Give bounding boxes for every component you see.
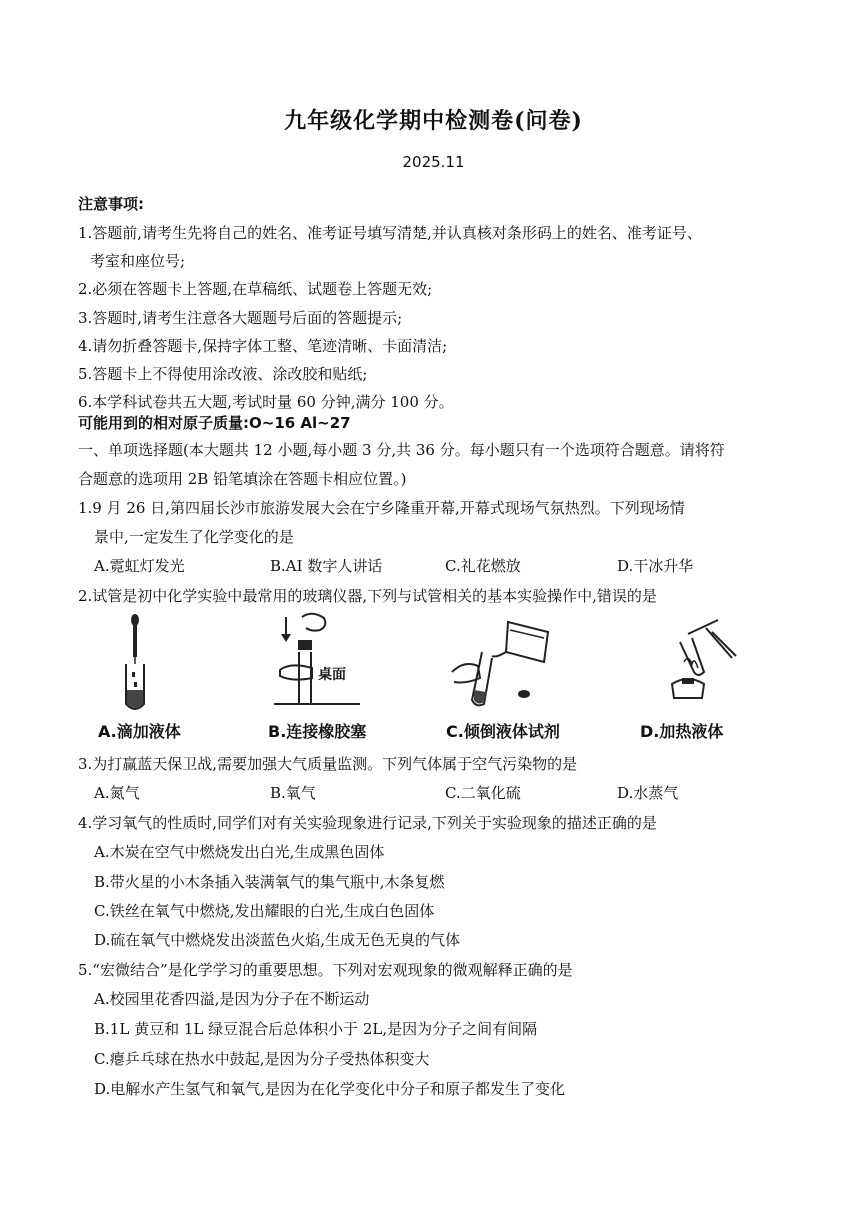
table-surface-label: 桌面 [318, 667, 346, 683]
notice-item: 考室和座位号; [90, 252, 186, 270]
question-1-option-d: D.干冰升华 [617, 557, 694, 575]
question-5-option-a: A.校园里花香四溢,是因为分子在不断运动 [94, 990, 370, 1008]
question-3-option-b: B.氧气 [270, 784, 316, 802]
figure-caption-d: D.加热液体 [640, 722, 724, 741]
question-3-option-d: D.水蒸气 [617, 784, 679, 802]
question-2-stem: 2.试管是初中化学实验中最常用的玻璃仪器,下列与试管相关的基本实验操作中,错误的是 [78, 587, 657, 605]
question-4-option-b: B.带火星的小木条插入装满氧气的集气瓶中,木条复燃 [94, 873, 445, 891]
question-1-stem: 景中,一定发生了化学变化的是 [94, 528, 294, 546]
question-3-stem: 3.为打赢蓝天保卫战,需要加强大气质量监测。下列气体属于空气污染物的是 [78, 755, 578, 773]
question-1-option-a: A.霓虹灯发光 [94, 557, 185, 575]
question-5-stem: 5.“宏微结合”是化学学习的重要思想。下列对宏观现象的微观解释正确的是 [78, 961, 573, 979]
question-5-option-d: D.电解水产生氢气和氧气,是因为在化学变化中分子和原子都发生了变化 [94, 1080, 566, 1098]
question-4-option-a: A.木炭在空气中燃烧发出白光,生成黑色固体 [94, 843, 385, 861]
notice-item: 2.必须在答题卡上答题,在草稿纸、试题卷上答题无效; [78, 280, 433, 298]
question-4-option-c: C.铁丝在氧气中燃烧,发出耀眼的白光,生成白色固体 [94, 902, 435, 920]
exam-date: 2025.11 [402, 153, 465, 171]
question-5-option-c: C.瘪乒乓球在热水中鼓起,是因为分子受热体积变大 [94, 1050, 430, 1068]
notice-heading: 注意事项: [78, 195, 144, 213]
notice-item: 1.答题前,请考生先将自己的姓名、准考证号填写清楚,并认真核对条形码上的姓名、准考证号、 [78, 224, 702, 242]
question-1-option-c: C.礼花燃放 [445, 557, 521, 575]
figure-inserting-stopper [272, 612, 362, 712]
notice-item: 5.答题卡上不得使用涂改液、涂改胶和贴纸; [78, 365, 368, 383]
section-heading: 一、单项选择题(本大题共 12 小题,每小题 3 分,共 36 分。每小题只有一个选项符合题意。请将符 [78, 441, 725, 459]
notice-item: 3.答题时,请考生注意各大题题号后面的答题提示; [78, 309, 403, 327]
question-3-option-c: C.二氧化硫 [445, 784, 521, 802]
notice-item: 6.本学科试卷共五大题,考试时量 60 分钟,满分 100 分。 [78, 393, 454, 411]
question-3-option-a: A.氮气 [94, 784, 140, 802]
figure-caption-c: C.倾倒液体试剂 [446, 722, 560, 741]
figure-dropping-liquid [110, 612, 160, 712]
page-title: 九年级化学期中检测卷(问卷) [284, 108, 583, 134]
question-4-option-d: D.硫在氧气中燃烧发出淡蓝色火焰,生成无色无臭的气体 [94, 931, 461, 949]
question-4-stem: 4.学习氧气的性质时,同学们对有关实验现象进行记录,下列关于实验现象的描述正确的是 [78, 814, 657, 832]
notice-item: 4.请勿折叠答题卡,保持字体工整、笔迹清晰、卡面清洁; [78, 337, 448, 355]
section-heading: 合题意的选项用 2B 铅笔填涂在答题卡相应位置。) [78, 470, 407, 488]
figure-caption-b: B.连接橡胶塞 [268, 722, 367, 741]
atomic-masses: 可能用到的相对原子质量:O~16 Al~27 [78, 414, 351, 432]
question-1-stem: 1.9 月 26 日,第四届长沙市旅游发展大会在宁乡隆重开幕,开幕式现场气氛热烈。下列现场情 [78, 499, 685, 517]
question-1-option-b: B.AI 数字人讲话 [270, 557, 383, 575]
figure-pouring-liquid [448, 612, 558, 712]
figure-caption-a: A.滴加液体 [98, 722, 181, 741]
question-5-option-b: B.1L 黄豆和 1L 绿豆混合后总体积小于 2L,是因为分子之间有间隔 [94, 1020, 538, 1038]
figure-heating-liquid [658, 612, 738, 712]
